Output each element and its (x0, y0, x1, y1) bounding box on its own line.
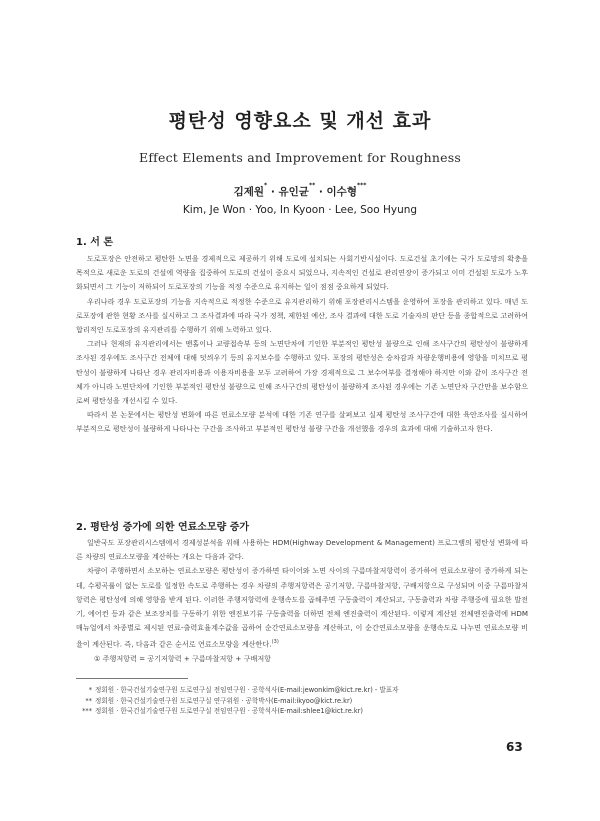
paragraph: 그러나 현재의 유지관리에서는 맨홀이나 교량접속부 등의 노면단차에 기인한 부분적인 평탄성 불량으로 인해 조사구간의 평탄성이 불량하게 조사된 경우에도 조사구간 전체에 대해 덧씌우기 등의 유지보수를 수행하고 있다. 포장의 평탄성은 승차감과 차량운행비용에 영향을 미치므로 평탄성이 불량하게 나타난 경우 관리자비용과 이용자비용을 모두 고려하여 가장 경제적으로 그 보수여부를 결정해야 하지만 이와 같이 조사구간 전체가 아니라 노면단차에 기인한 부분적인 평탄성 불량으로 인해 조사구간의 평탄성이 불량하게 조사된 경우에는 기존 노면단차 구간만을 보수함으로써 평탄성을 개선시킬 수 있다. (76, 339, 528, 406)
section-body (76, 536, 528, 652)
section-heading: 2. 평탄성 증가에 의한 연료소모량 증가 (76, 522, 250, 533)
author-separator: · (267, 186, 279, 198)
footnote-mark: * (88, 686, 92, 694)
footnote-text: 정회원 · 한국건설기술연구원 도로연구실 전임연구원 · 공학석사(E-mail:shlee1@kict.re.kr) (95, 707, 363, 715)
author-footnote-mark: ** (308, 182, 316, 189)
citation-mark: (3) (271, 639, 279, 646)
formula-driving-resistance: ① 주행저항력 = 공기저항력 + 구름마찰저항 + 구배저항 (94, 653, 272, 663)
footnote-text: 정회원 · 한국건설기술연구원 도로연구실 전임연구원 · 공학석사(E-mail:jewonkim@kict.re.kr) - 발표자 (95, 686, 399, 694)
paragraph-text: 차량이 주행하면서 소모하는 연료소모량은 평탄성이 증가하면 타이어와 노면 사이의 구름마찰저항력이 증가하여 연료소모량이 증가하게 되는데, 수평곡률이 없는 도로를 일정한 속도로 주행하는 경우 차량의 주행저항력은 공기저항, 구름마찰저항, 구배저항으로 구성되며 이중 구름마찰저항력은 평탄성에 의해 영향을 받게 된다. 이러한 주행저항력에 운행속도를 곱해주면 구동출력이 계산되고, 구동출력과 차량 주행중에 필요한 발전기, 에어컨 등과 같은 보조장치를 구동하기 위한 엔진보기류 구동출력을 더하면 전체 엔진출력이 계산된다. 이렇게 계산된 전체엔진출력에 HDM 매뉴얼에서 차종별로 제시된 연료-출력효율계수값을 곱하여 순간연료소모량을 계산하고, 이 순간연료소모량을 운행속도로 나누면 연료소모량 비율이 계산된다. 즉, 다음과 같은 순서로 연료소모량을 계산한다. (76, 566, 528, 649)
footnote-text: 정회원 · 한국건설기술연구원 도로연구실 연구위원 · 공학박사(E-mail:ikyoo@kict.re.kr) (95, 696, 353, 705)
author-list-korean (0, 184, 600, 199)
author-list-english: Kim, Je Won · Yoo, In Kyoon · Lee, Soo Hyung (182, 204, 418, 216)
section-heading: 1. 서 론 (76, 237, 114, 248)
footnote-mark: *** (82, 707, 92, 715)
section-introduction (76, 233, 528, 437)
footnote (76, 706, 528, 717)
section-body (76, 252, 528, 437)
section-fuel-consumption (76, 518, 528, 666)
author-name: 이수형 (326, 186, 357, 198)
author-separator: · (315, 186, 327, 198)
author-footnote-mark: *** (356, 182, 367, 189)
footnote (76, 685, 528, 696)
paper-title-korean: 평탄성 영향요소 및 개선 효과 (168, 110, 432, 132)
footnote (76, 696, 528, 707)
author-footnote-mark: * (264, 182, 268, 189)
footnote-mark: ** (85, 696, 92, 705)
paragraph: 따라서 본 논문에서는 평탄성 변화에 따른 연료소모량 분석에 대한 기존 연구를 살펴보고 실제 평탄성 조사구간에 대한 육안조사를 실시하여 부분적으로 평탄성이 불량하게 나타나는 구간을 조사하고 부분적인 평탄성 불량 구간을 개선했을 경우의 효과에 대해 기술하고자 한다. (76, 410, 528, 434)
paragraph: 일반국도 포장관리시스템에서 경제성분석을 위해 사용하는 HDM(Highway Development & Management) 프로그램의 평탄성 변화에 따른 차량의 연료소모량을 계산하는 개요는 다음과 같다. (76, 538, 528, 562)
paragraph: 도로포장은 안전하고 평탄한 노면을 경제적으로 제공하기 위해 도로에 설치되는 사회기반시설이다. 도로건설 초기에는 국가 도로망의 확충을 목적으로 새로운 도로의 건설에 역량을 집중하여 도로의 건설이 중요시 되었으나, 지속적인 건설로 관리연장이 증가되고 이미 건설된 도로가 노후화되면서 그 기능이 저하되어 도로포장의 기능을 적정 수준으로 유지하는 일이 점점 중요하게 되었다. (76, 254, 528, 292)
paragraph: 우리나라 경우 도로포장의 기능을 지속적으로 적정한 수준으로 유지관리하기 위해 포장관리시스템을 운영하여 포장을 관리하고 있다. 매년 도로포장에 관한 현황 조사를 실시하고 그 조사결과에 따라 국가 정책, 제한된 예산, 조사 결과에 대한 도로 기술자의 판단 등을 종합적으로 고려하여 합리적인 도로포장의 유지관리를 수행하기 위해 노력하고 있다. (76, 296, 528, 335)
page-number: 63 (506, 740, 523, 754)
footnotes (76, 685, 528, 717)
paper-title-english: Effect Elements and Improvement for Roughness (139, 150, 461, 165)
paragraph (76, 564, 528, 652)
author-name: 김제원 (233, 186, 265, 198)
author-name: 유인균 (278, 186, 309, 198)
footnote-divider (76, 678, 188, 679)
